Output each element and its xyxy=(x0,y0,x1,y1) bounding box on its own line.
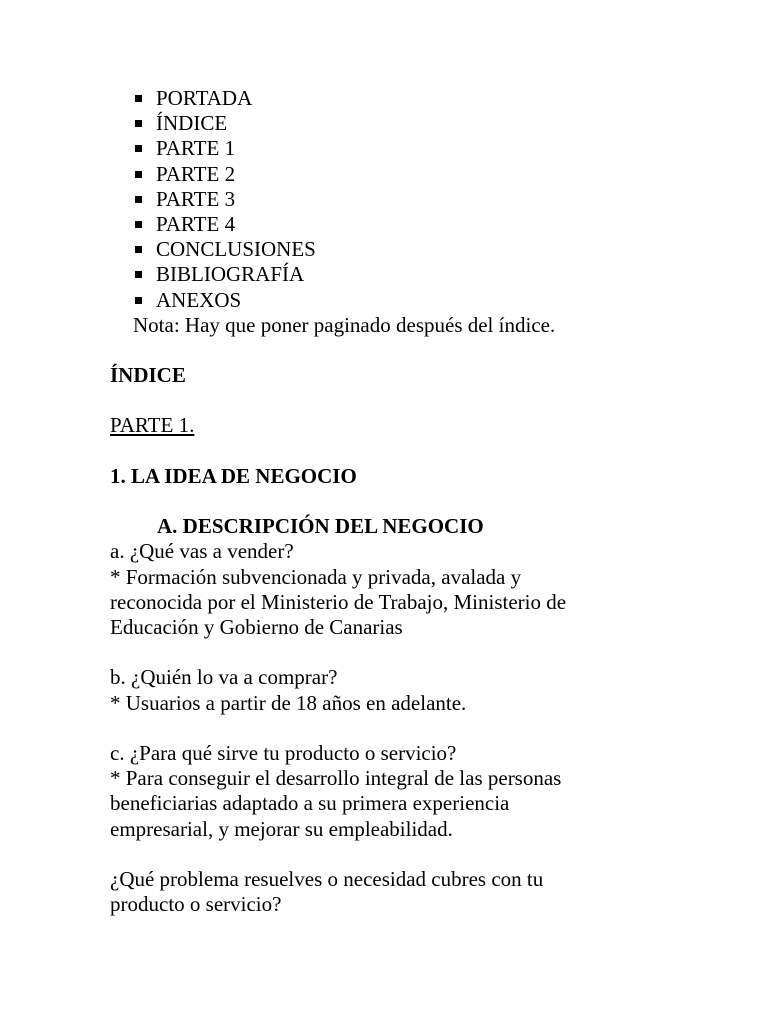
answer-line: * Usuarios a partir de 18 años en adelante. xyxy=(110,690,467,715)
list-item-label: PARTE 4 xyxy=(156,211,236,236)
index-heading: ÍNDICE xyxy=(110,363,186,388)
blank-line xyxy=(110,842,630,867)
square-bullet-icon xyxy=(135,221,142,228)
answer-line: Educación y Gobierno de Canarias xyxy=(110,615,403,640)
list-item xyxy=(110,288,630,313)
list-item-label: BIBLIOGRAFÍA xyxy=(156,262,305,287)
outline-list xyxy=(110,86,630,313)
question-block-a xyxy=(110,539,630,640)
answer-line: reconocida por el Ministerio de Trabajo, Ministerio de xyxy=(110,589,567,614)
square-bullet-icon xyxy=(135,171,142,178)
list-item-label: CONCLUSIONES xyxy=(156,237,316,262)
list-item xyxy=(110,136,630,161)
list-item xyxy=(110,111,630,136)
section-title: 1. LA IDEA DE NEGOCIO xyxy=(110,463,357,488)
list-item xyxy=(110,187,630,212)
pagination-note: Nota: Hay que poner paginado después del índice. xyxy=(133,312,556,337)
question-line: producto o servicio? xyxy=(110,892,282,917)
question-line: ¿Qué problema resuelves o necesidad cubres con tu xyxy=(110,867,544,892)
square-bullet-icon xyxy=(135,271,142,278)
question-block-b xyxy=(110,665,630,715)
blank-line xyxy=(110,640,630,665)
list-item-label: ÍNDICE xyxy=(156,111,228,136)
blank-line xyxy=(110,388,630,413)
square-bullet-icon xyxy=(135,196,142,203)
list-item xyxy=(110,262,630,287)
square-bullet-icon xyxy=(135,297,142,304)
final-question xyxy=(110,867,630,917)
list-item-label: ANEXOS xyxy=(156,287,242,312)
list-item-label: PARTE 2 xyxy=(156,161,236,186)
list-item-label: PARTE 1 xyxy=(156,136,236,161)
answer-line: empresarial, y mejorar su empleabilidad. xyxy=(110,816,453,841)
list-item-label: PARTE 3 xyxy=(156,186,236,211)
square-bullet-icon xyxy=(135,246,142,253)
answer-line: * Para conseguir el desarrollo integral de las personas xyxy=(110,766,562,791)
list-item xyxy=(110,86,630,111)
square-bullet-icon xyxy=(135,120,142,127)
list-item xyxy=(110,237,630,262)
list-item xyxy=(110,212,630,237)
part-label: PARTE 1. xyxy=(110,413,195,438)
answer-line: beneficiarias adaptado a su primera experiencia xyxy=(110,791,510,816)
list-item xyxy=(110,162,630,187)
blank-line xyxy=(110,439,630,464)
document-page xyxy=(110,86,630,917)
question-text: b. ¿Quién lo va a comprar? xyxy=(110,665,338,690)
question-text: a. ¿Qué vas a vender? xyxy=(110,539,294,564)
question-text: c. ¿Para qué sirve tu producto o servicio? xyxy=(110,741,457,766)
question-block-c xyxy=(110,741,630,842)
square-bullet-icon xyxy=(135,95,142,102)
blank-line xyxy=(110,338,630,363)
subsection-title: A. DESCRIPCIÓN DEL NEGOCIO xyxy=(157,514,484,539)
list-item-label: PORTADA xyxy=(156,86,253,110)
blank-line xyxy=(110,489,630,514)
answer-line: * Formación subvencionada y privada, avalada y xyxy=(110,564,522,589)
blank-line xyxy=(110,716,630,741)
square-bullet-icon xyxy=(135,145,142,152)
